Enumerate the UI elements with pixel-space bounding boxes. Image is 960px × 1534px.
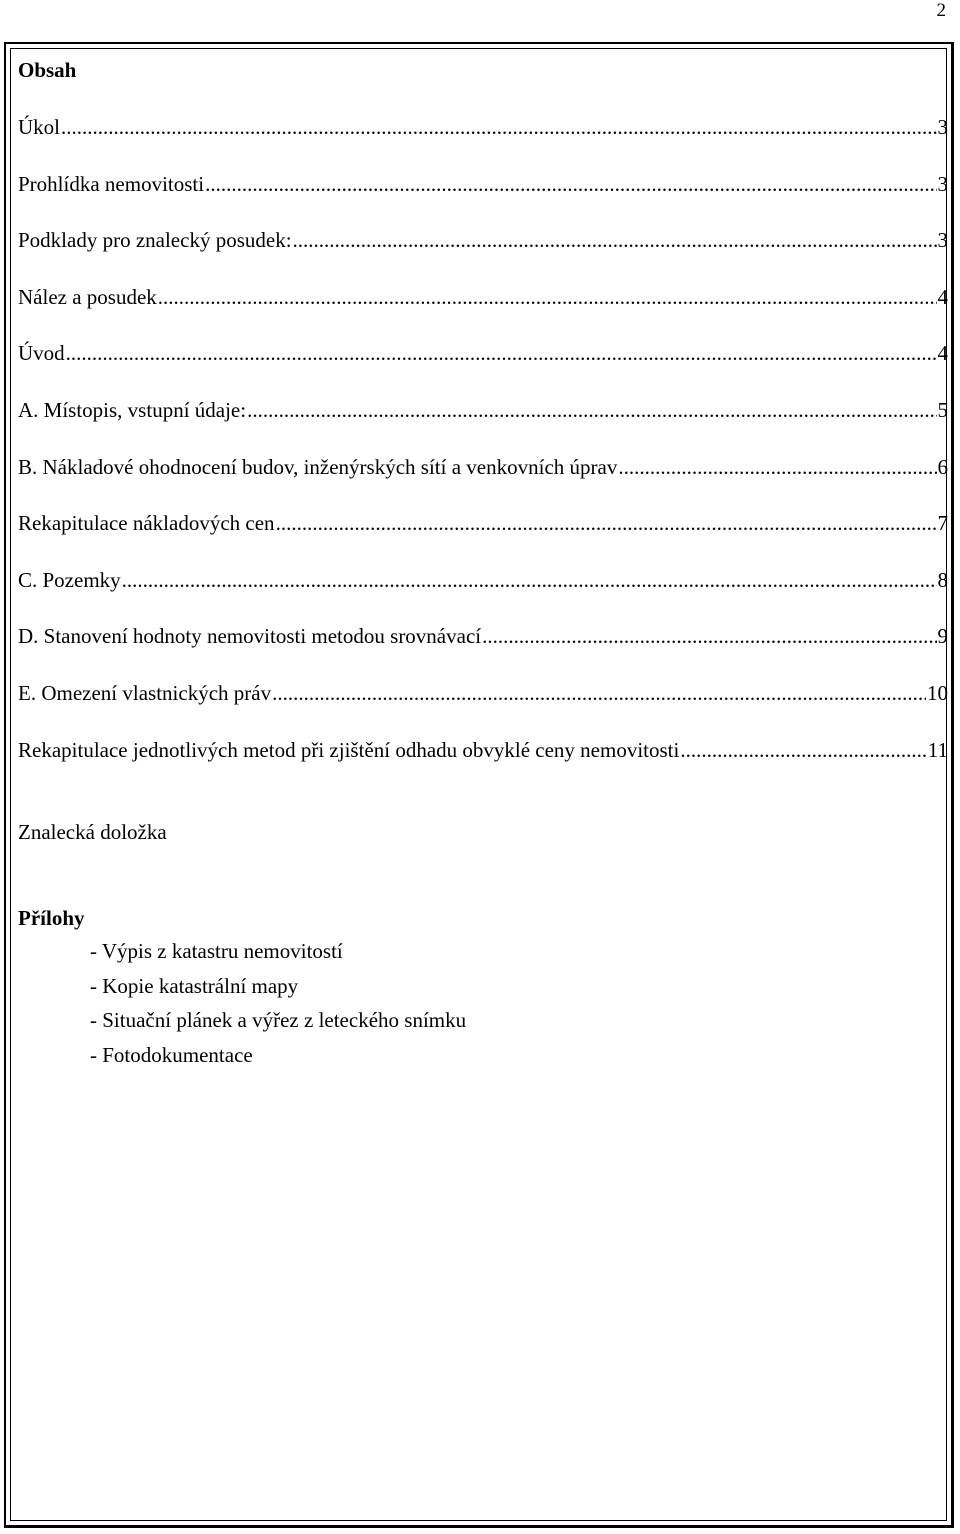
toc-entry-page: 9 <box>937 624 948 649</box>
toc-entry-page: 3 <box>937 171 948 196</box>
toc-entry-label: C. Pozemky <box>18 567 121 592</box>
toc-entry-page: 11 <box>927 737 948 762</box>
toc-dot-leader <box>680 738 926 762</box>
toc-entry-label: Nález a posudek <box>18 284 157 309</box>
toc-entry-omezeni-prav[interactable] <box>18 681 948 738</box>
toc-entry-nakladove-ohodnoceni[interactable] <box>18 455 948 512</box>
expert-endorsement-heading: Znalecká doložka <box>18 820 167 844</box>
toc-list <box>18 115 948 794</box>
toc-entry-page: 4 <box>937 341 948 366</box>
toc-dot-leader <box>276 511 937 535</box>
toc-entry-rekapitulace-metod[interactable] <box>18 738 948 795</box>
toc-entry-label: Rekapitulace nákladových cen <box>18 511 275 536</box>
toc-dot-leader <box>122 568 937 592</box>
attachments-title: Přílohy <box>18 906 85 930</box>
toc-entry-label: Úvod <box>18 341 65 366</box>
toc-entry-page: 6 <box>937 454 948 479</box>
toc-dot-leader <box>66 341 937 365</box>
attachment-item: - Výpis z katastru nemovitostí <box>90 939 343 963</box>
toc-entry-page: 8 <box>937 567 948 592</box>
toc-entry-pozemky[interactable] <box>18 568 948 625</box>
toc-entry-page: 5 <box>937 397 948 422</box>
toc-title: Obsah <box>18 58 77 82</box>
toc-dot-leader <box>272 681 926 705</box>
toc-entry-label: Rekapitulace jednotlivých metod při zjištění odhadu obvyklé ceny nemovitosti <box>18 737 680 762</box>
toc-entry-uvod[interactable] <box>18 341 948 398</box>
attachments-list <box>90 934 466 1072</box>
toc-entry-rekapitulace-nakladovych-cen[interactable] <box>18 511 948 568</box>
attachment-item: - Fotodokumentace <box>90 1042 253 1067</box>
toc-dot-leader <box>482 624 936 648</box>
page-number: 2 <box>936 0 946 21</box>
toc-entry-prohlidka[interactable] <box>18 172 948 229</box>
attachment-item: - Kopie katastrální mapy <box>90 973 299 998</box>
toc-entry-label: B. Nákladové ohodnocení budov, inženýrských sítí a venkovních úprav <box>18 454 618 479</box>
toc-dot-leader <box>293 228 937 252</box>
attachment-item: - Situační plánek a výřez z leteckého snímku <box>90 1008 467 1032</box>
toc-entry-mistopis[interactable] <box>18 398 948 455</box>
toc-dot-leader <box>61 115 937 139</box>
toc-entry-srovnavaci-metoda[interactable] <box>18 624 948 681</box>
toc-dot-leader <box>247 398 936 422</box>
toc-entry-ukol[interactable] <box>18 115 948 172</box>
toc-entry-label: D. Stanovení hodnoty nemovitosti metodou srovnávací <box>18 624 482 649</box>
toc-dot-leader <box>618 455 936 479</box>
toc-entry-nalez[interactable] <box>18 285 948 342</box>
toc-entry-label: E. Omezení vlastnických práv <box>18 680 272 705</box>
toc-entry-page: 10 <box>927 680 948 705</box>
toc-dot-leader <box>205 172 936 196</box>
toc-entry-label: Úkol <box>18 115 60 139</box>
toc-entry-page: 3 <box>937 115 948 139</box>
toc-entry-podklady[interactable] <box>18 228 948 285</box>
toc-entry-page: 3 <box>937 228 948 253</box>
toc-entry-page: 4 <box>937 284 948 309</box>
toc-entry-label: Podklady pro znalecký posudek: <box>18 228 292 253</box>
toc-entry-page: 7 <box>937 511 948 536</box>
toc-entry-label: Prohlídka nemovitosti <box>18 171 205 196</box>
toc-dot-leader <box>158 285 937 309</box>
toc-entry-label: A. Místopis, vstupní údaje: <box>18 397 247 422</box>
